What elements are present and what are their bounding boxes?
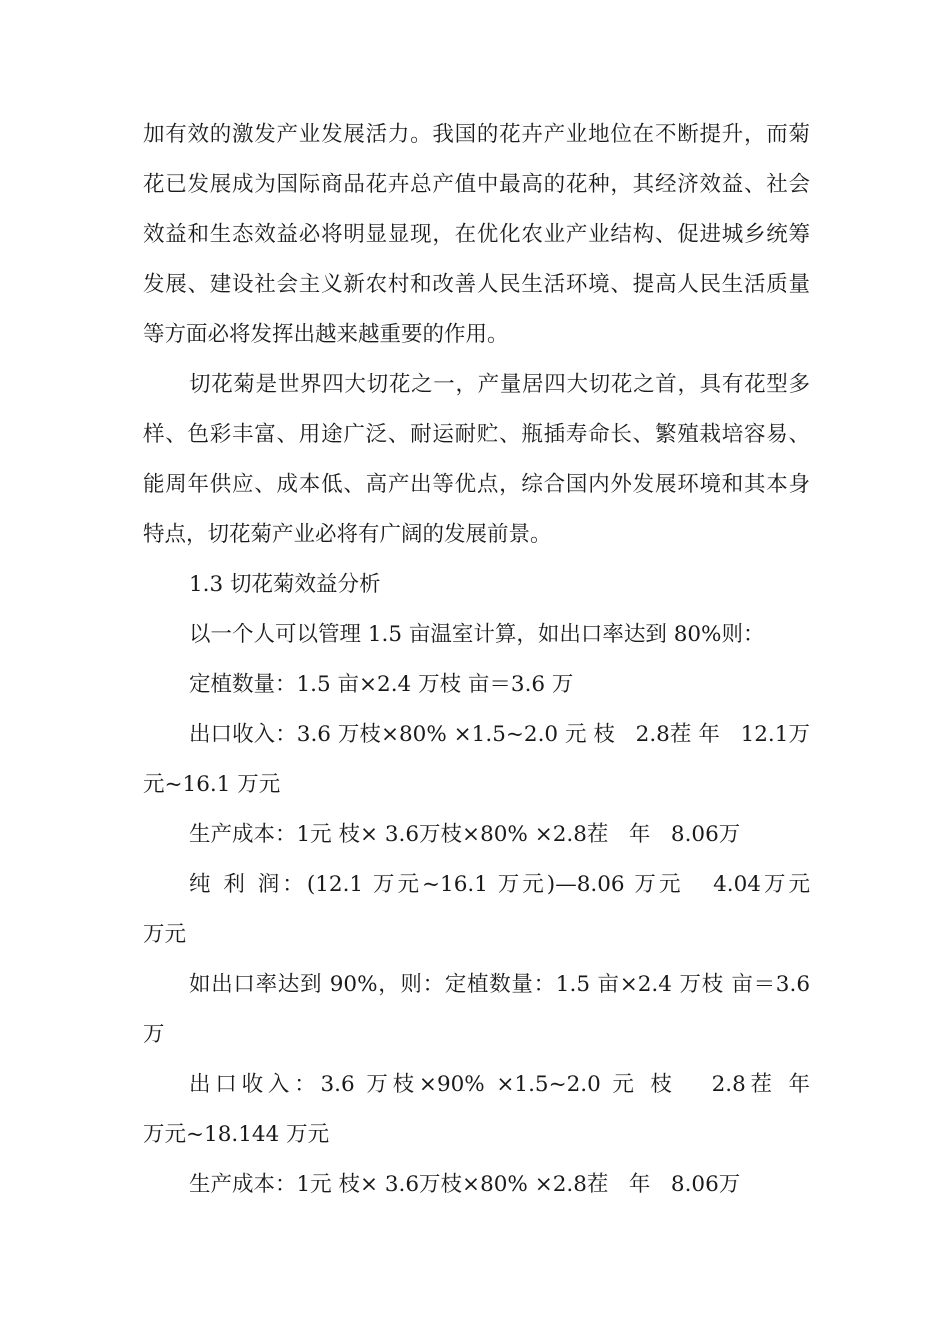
document-page: [143, 110, 810, 1210]
paragraph-line: 元~16.1 万元: [143, 772, 281, 797]
paragraph-line: 生产成本：1元 枝× 3.6万枝×80% ×2.8茬 年 8.06万: [189, 1172, 741, 1197]
paragraph-line: 如出口率达到 90%，则：定植数量：1.5 亩×2.4 万枝 亩＝3.6: [189, 972, 810, 997]
paragraph-line: 出口收入：3.6 万枝×90% ×1.5~2.0 元 枝 2.8茬 年: [189, 1072, 810, 1097]
paragraph-line: 万元: [143, 922, 187, 947]
paragraph-line: 纯 利 润：(12.1 万元~16.1 万元)—8.06 万元 4.04万元: [189, 872, 810, 897]
paragraph-line: 定植数量：1.5 亩×2.4 万枝 亩＝3.6 万: [189, 672, 574, 697]
paragraph-line: 以一个人可以管理 1.5 亩温室计算，如出口率达到 80%则：: [189, 622, 765, 647]
section-heading: 1.3 切花菊效益分析: [189, 572, 381, 597]
paragraph-line: 万: [143, 1022, 165, 1047]
paragraph-line: 万元~18.144 万元: [143, 1122, 330, 1147]
paragraph-line: 发展、建设社会主义新农村和改善人民生活环境、提高人民生活质量: [143, 272, 810, 297]
paragraph-line: 特点，切花菊产业必将有广阔的发展前景。: [143, 522, 552, 547]
paragraph-line: 样、色彩丰富、用途广泛、耐运耐贮、瓶插寿命长、繁殖栽培容易、: [143, 422, 810, 447]
paragraph-line: 加有效的激发产业发展活力。我国的花卉产业地位在不断提升，而菊: [143, 122, 810, 147]
paragraph-line: 效益和生态效益必将明显显现，在优化农业产业结构、促进城乡统筹: [143, 222, 810, 247]
paragraph-line: 切花菊是世界四大切花之一，产量居四大切花之首，具有花型多: [189, 372, 810, 397]
paragraph-line: 生产成本：1元 枝× 3.6万枝×80% ×2.8茬 年 8.06万: [189, 822, 741, 847]
paragraph-line: 出口收入：3.6 万枝×80% ×1.5~2.0 元 枝 2.8茬 年 12.1万: [189, 722, 810, 747]
paragraph-line: 能周年供应、成本低、高产出等优点，综合国内外发展环境和其本身: [143, 472, 810, 497]
paragraph-line: 等方面必将发挥出越来越重要的作用。: [143, 322, 509, 347]
paragraph-line: 花已发展成为国际商品花卉总产值中最高的花种，其经济效益、社会: [143, 172, 810, 197]
